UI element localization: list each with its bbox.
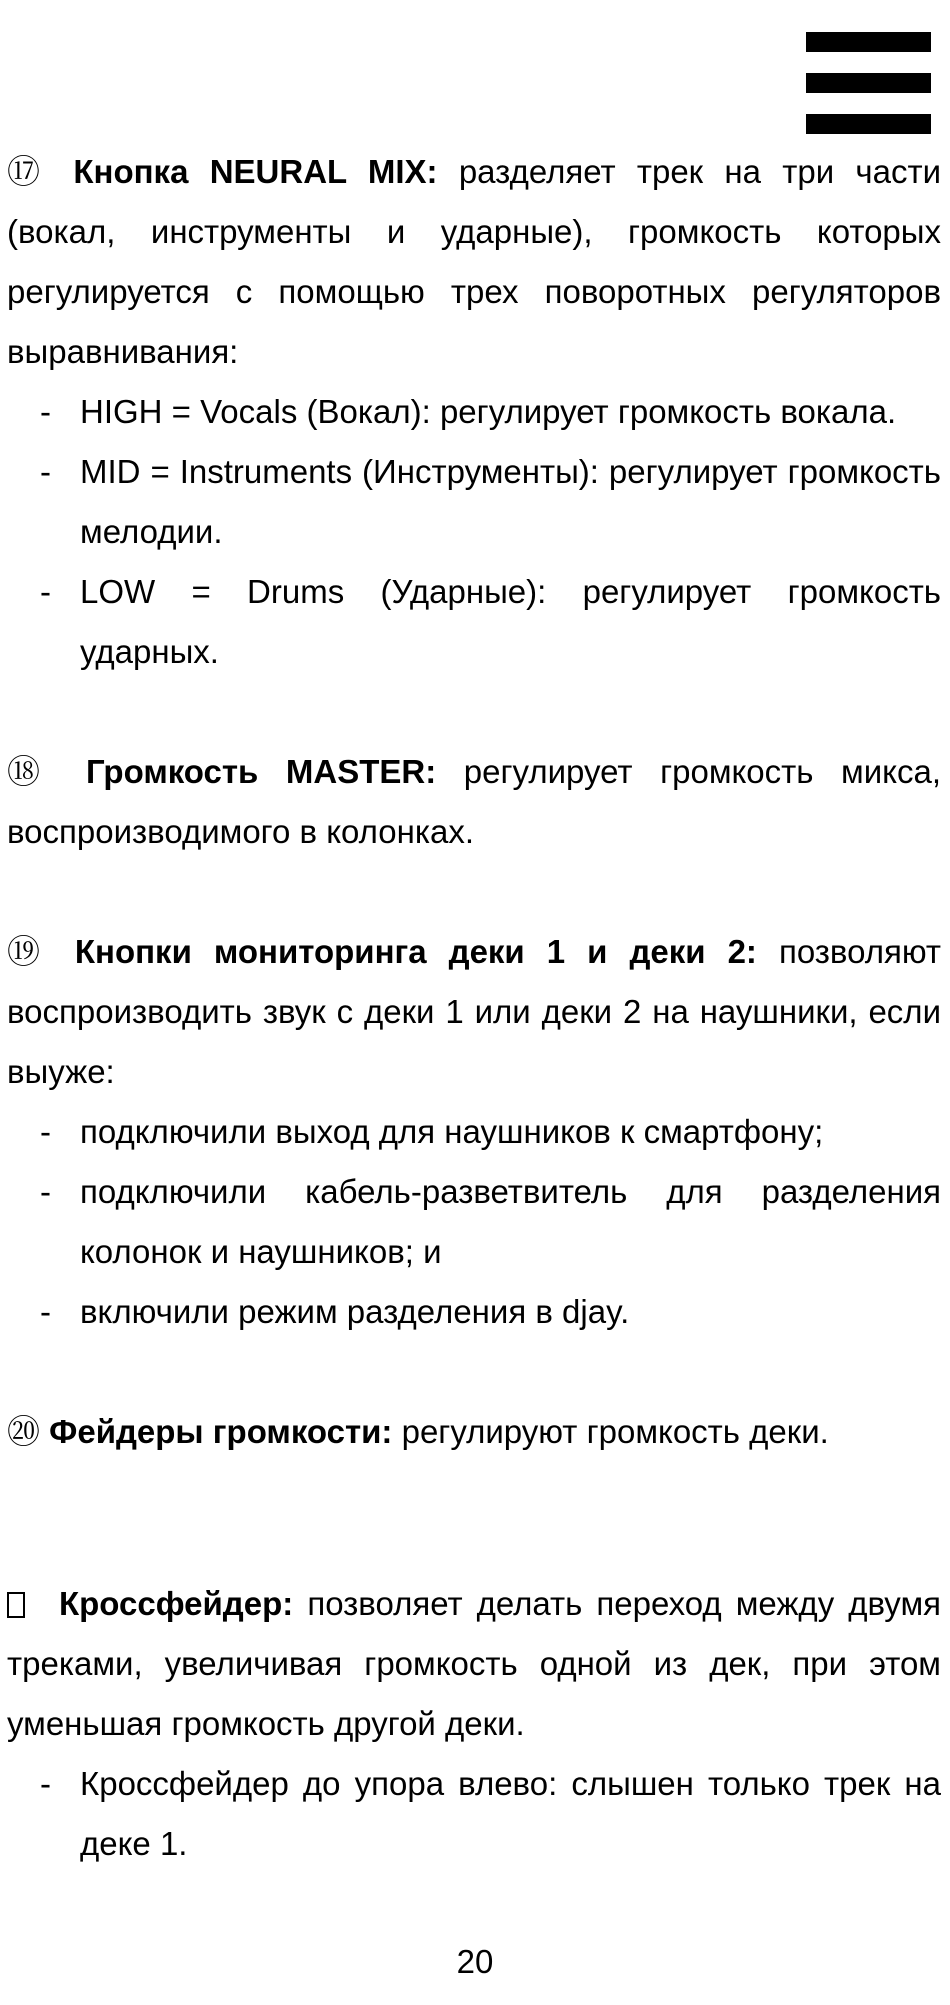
list-item (7, 562, 941, 682)
section-monitoring (7, 922, 941, 1342)
dash-marker: - (40, 573, 51, 610)
list-item (7, 1282, 941, 1342)
menu-bar-top (806, 32, 931, 52)
menu-bar-middle (806, 73, 931, 93)
section-number: ⑱ (7, 753, 59, 790)
list-item (7, 1754, 941, 1874)
section-master-volume (7, 742, 941, 862)
section-title: Кнопка NEURAL MIX: (73, 153, 438, 190)
missing-glyph-icon (7, 1592, 25, 1618)
bullet-list (7, 382, 941, 682)
section-text: разделяет трек на три части (вокал, инструменты и ударные), громкость которых регулируется с помощью трех поворотных регуляторов выравнивания: (7, 153, 942, 370)
list-item-text: Кроссфейдер до упора влево: слышен только трек на деке 1. (80, 1765, 941, 1862)
dash-marker: - (40, 1293, 51, 1330)
list-item (7, 442, 941, 562)
dash-marker: - (40, 1113, 51, 1150)
bullet-list (7, 1754, 941, 1874)
section-spacer (7, 1342, 941, 1402)
list-item-text: LOW = Drums (Ударные): регулирует громкость ударных. (80, 573, 941, 670)
section-text: регулируют громкость деки. (392, 1413, 829, 1450)
section-neural-mix (7, 142, 941, 682)
section-paragraph (7, 1574, 941, 1754)
list-item-text: HIGH = Vocals (Вокал): регулирует громкость вокала. (80, 393, 897, 430)
section-title: Громкость MASTER: (85, 753, 437, 790)
section-paragraph (7, 922, 941, 1102)
menu-bar-bottom (806, 114, 931, 134)
dash-marker: - (40, 453, 51, 490)
section-number: ⑲ (7, 933, 53, 970)
section-text: позволяют воспроизводить звук с деки 1 или деки 2 на наушники, если выуже: (7, 933, 941, 1090)
section-title: Кнопки мониторинга деки 1 и деки 2: (74, 933, 757, 970)
section-paragraph (7, 1402, 941, 1462)
section-volume-faders (7, 1402, 941, 1462)
page-number: 20 (456, 1943, 494, 1980)
section-paragraph (7, 742, 941, 862)
section-spacer (7, 862, 941, 922)
section-spacer (7, 682, 941, 742)
list-item-text: MID = Instruments (Инструменты): регулирует громкость мелодии. (80, 453, 941, 550)
list-item (7, 1102, 941, 1162)
list-item-text: подключили кабель-разветвитель для разделения колонок и наушников; и (80, 1173, 941, 1270)
document-body (7, 142, 941, 1874)
section-text: регулирует громкость микса, воспроизводимого в колонках. (7, 753, 941, 850)
section-paragraph (7, 142, 941, 382)
list-item-text: включили режим разделения в djay. (80, 1293, 630, 1330)
bullet-list (7, 1102, 941, 1342)
section-spacer (7, 1462, 941, 1574)
list-item-text: подключили выход для наушников к смартфону; (80, 1113, 824, 1150)
dash-marker: - (40, 393, 51, 430)
section-text: позволяет делать переход между двумя треками, увеличивая громкость одной из дек, при этом уменьшая громкость другой деки. (7, 1585, 941, 1742)
list-item (7, 382, 941, 442)
section-number: ⑳ (7, 1413, 40, 1450)
section-number: ⑰ (7, 153, 53, 190)
dash-marker: - (40, 1765, 51, 1802)
section-title: Кроссфейдер: (59, 1585, 294, 1622)
section-title: Фейдеры громкости: (49, 1413, 393, 1450)
dash-marker: - (40, 1173, 51, 1210)
section-crossfader (7, 1574, 941, 1874)
menu-icon[interactable] (806, 32, 931, 134)
list-item (7, 1162, 941, 1282)
